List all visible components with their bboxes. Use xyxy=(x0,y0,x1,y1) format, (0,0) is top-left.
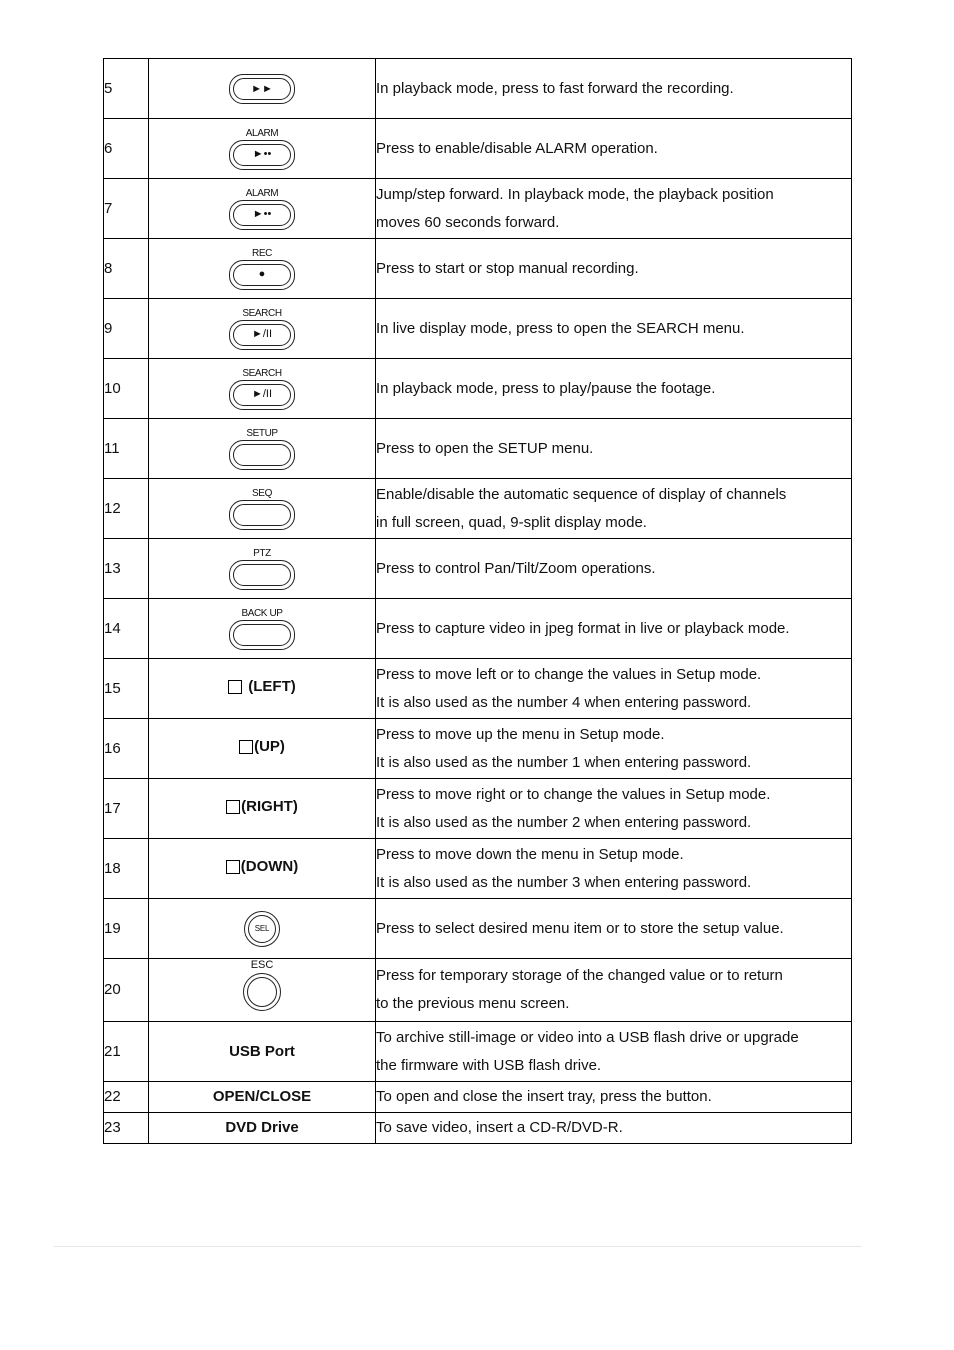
up-arrow-icon xyxy=(239,740,253,754)
table-row xyxy=(104,779,852,839)
button-label: DVD Drive xyxy=(149,1113,376,1144)
row-number: 7 xyxy=(104,179,149,239)
description-cell xyxy=(376,1113,852,1144)
description-line: Press to open the SETUP menu. xyxy=(376,439,594,457)
row-number: 11 xyxy=(104,419,149,479)
blank-button-icon xyxy=(230,621,294,649)
row-number: 23 xyxy=(104,1113,149,1144)
description-line: It is also used as the number 4 when entering password. xyxy=(376,693,752,711)
button-caption: ALARM xyxy=(245,127,279,139)
button-cell xyxy=(149,479,376,539)
description-line: Press to move right or to change the values in Setup mode. xyxy=(376,785,771,803)
description-line: Press to move left or to change the values in Setup mode. xyxy=(376,665,762,683)
description-line: To open and close the insert tray, press the button. xyxy=(376,1088,712,1105)
fast-forward-button-illustration xyxy=(229,74,295,104)
button-label: (UP) xyxy=(254,738,285,755)
description-cell xyxy=(376,479,852,539)
row-number: 17 xyxy=(104,779,149,839)
table-row xyxy=(104,479,852,539)
button-cell xyxy=(149,119,376,179)
button-cell xyxy=(149,899,376,959)
button-cell xyxy=(149,359,376,419)
button-caption: BACK UP xyxy=(241,607,283,619)
row-number: 22 xyxy=(104,1082,149,1113)
description-line: Press to capture video in jpeg format in live or playback mode. xyxy=(376,619,790,637)
table-row xyxy=(104,239,852,299)
row-number: 13 xyxy=(104,539,149,599)
button-cell xyxy=(149,959,376,1022)
button-caption: SETUP xyxy=(246,427,278,439)
table-row xyxy=(104,1113,852,1144)
search-button-illustration xyxy=(229,320,295,350)
row-number: 9 xyxy=(104,299,149,359)
play-pause-icon: ►/II xyxy=(251,388,273,400)
table-row xyxy=(104,539,852,599)
description-cell xyxy=(376,839,852,899)
search-button-illustration xyxy=(229,380,295,410)
button-cell xyxy=(149,719,376,779)
button-caption: REC xyxy=(252,247,272,259)
button-cell xyxy=(149,299,376,359)
button-cell xyxy=(149,839,376,899)
table-row xyxy=(104,899,852,959)
seq-button-illustration xyxy=(229,500,295,530)
button-caption: SEARCH xyxy=(242,307,282,319)
description-line: Jump/step forward. In playback mode, the playback position xyxy=(376,185,774,203)
table-row xyxy=(104,1022,852,1082)
table-row xyxy=(104,59,852,119)
row-number: 12 xyxy=(104,479,149,539)
step-forward-icon: ►•• xyxy=(252,208,272,220)
table-row xyxy=(104,119,852,179)
row-number: 5 xyxy=(104,59,149,119)
backup-button-illustration xyxy=(229,620,295,650)
description-line: to the previous menu screen. xyxy=(376,995,570,1012)
setup-button-illustration xyxy=(229,440,295,470)
sel-icon: SEL xyxy=(248,915,276,943)
description-cell xyxy=(376,1022,852,1082)
button-cell xyxy=(149,779,376,839)
description-line: It is also used as the number 1 when entering password. xyxy=(376,753,752,771)
button-cell xyxy=(149,539,376,599)
button-cell xyxy=(149,419,376,479)
button-label: USB Port xyxy=(149,1022,376,1082)
description-cell xyxy=(376,539,852,599)
down-arrow-icon xyxy=(226,860,240,874)
description-cell xyxy=(376,719,852,779)
description-line: In playback mode, press to fast forward the recording. xyxy=(376,79,734,97)
description-line: It is also used as the number 2 when entering password. xyxy=(376,813,752,831)
row-number: 15 xyxy=(104,659,149,719)
step-forward-icon: ►•• xyxy=(252,148,272,160)
row-number: 18 xyxy=(104,839,149,899)
description-cell xyxy=(376,899,852,959)
description-cell xyxy=(376,119,852,179)
description-line: Press to start or stop manual recording. xyxy=(376,259,639,277)
description-line: the firmware with USB flash drive. xyxy=(376,1056,602,1074)
description-cell xyxy=(376,299,852,359)
table-row xyxy=(104,719,852,779)
button-cell xyxy=(149,659,376,719)
description-line: It is also used as the number 3 when entering password. xyxy=(376,873,752,891)
button-caption: SEARCH xyxy=(242,367,282,379)
esc-button-icon xyxy=(243,973,281,1011)
description-line: To archive still-image or video into a USB flash drive or upgrade xyxy=(376,1028,799,1046)
description-cell xyxy=(376,599,852,659)
button-cell xyxy=(149,599,376,659)
button-caption: PTZ xyxy=(253,547,271,559)
blank-button-icon xyxy=(230,561,294,589)
description-line: In live display mode, press to open the SEARCH menu. xyxy=(376,319,745,337)
row-number: 8 xyxy=(104,239,149,299)
alarm-button-illustration xyxy=(229,140,295,170)
button-label: (DOWN) xyxy=(240,858,299,875)
description-line: moves 60 seconds forward. xyxy=(376,213,560,231)
description-line: Press to select desired menu item or to store the setup value. xyxy=(376,919,784,937)
row-number: 21 xyxy=(104,1022,149,1082)
footer-divider xyxy=(54,1246,862,1247)
description-line: Press to control Pan/Tilt/Zoom operations. xyxy=(376,559,656,577)
row-number: 14 xyxy=(104,599,149,659)
play-pause-icon: ►/II xyxy=(251,328,273,340)
button-cell xyxy=(149,59,376,119)
table-row xyxy=(104,419,852,479)
table-row xyxy=(104,659,852,719)
record-icon: ● xyxy=(258,268,266,280)
button-label: OPEN/CLOSE xyxy=(149,1082,376,1113)
button-spec-table xyxy=(103,58,852,1144)
table-row xyxy=(104,839,852,899)
description-cell xyxy=(376,419,852,479)
sel-button-illustration xyxy=(244,911,280,947)
description-cell xyxy=(376,779,852,839)
description-cell xyxy=(376,959,852,1022)
table-row xyxy=(104,1082,852,1113)
description-cell xyxy=(376,59,852,119)
right-arrow-icon xyxy=(226,800,240,814)
row-number: 16 xyxy=(104,719,149,779)
description-cell xyxy=(376,659,852,719)
description-cell xyxy=(376,359,852,419)
description-line: Enable/disable the automatic sequence of display of channels xyxy=(376,485,787,503)
description-cell xyxy=(376,1082,852,1113)
table-row xyxy=(104,359,852,419)
button-caption: SEQ xyxy=(252,487,272,499)
description-line: To save video, insert a CD-R/DVD-R. xyxy=(376,1119,623,1136)
description-line: in full screen, quad, 9-split display mode. xyxy=(376,513,647,531)
description-cell xyxy=(376,239,852,299)
description-line: In playback mode, press to play/pause the footage. xyxy=(376,379,716,397)
fast-forward-icon: ►► xyxy=(251,82,273,95)
row-number: 19 xyxy=(104,899,149,959)
button-cell xyxy=(149,179,376,239)
table-row xyxy=(104,299,852,359)
table-row xyxy=(104,599,852,659)
table-row xyxy=(104,959,852,1022)
ptz-button-illustration xyxy=(229,560,295,590)
alarm-button-illustration xyxy=(229,200,295,230)
description-line: Press for temporary storage of the changed value or to return xyxy=(376,967,783,984)
table-row xyxy=(104,179,852,239)
button-label: (RIGHT) xyxy=(241,798,298,815)
left-arrow-icon xyxy=(228,680,242,694)
blank-button-icon xyxy=(230,501,294,529)
blank-button-icon xyxy=(230,441,294,469)
description-line: Press to move down the menu in Setup mode. xyxy=(376,845,684,863)
button-cell xyxy=(149,239,376,299)
row-number: 20 xyxy=(104,959,149,1022)
button-caption: ESC xyxy=(250,959,274,971)
row-number: 6 xyxy=(104,119,149,179)
description-cell xyxy=(376,179,852,239)
rec-button-illustration xyxy=(229,260,295,290)
description-line: Press to move up the menu in Setup mode. xyxy=(376,725,665,743)
row-number: 10 xyxy=(104,359,149,419)
description-line: Press to enable/disable ALARM operation. xyxy=(376,139,658,157)
button-caption: ALARM xyxy=(245,187,279,199)
button-label: (LEFT) xyxy=(248,678,296,695)
